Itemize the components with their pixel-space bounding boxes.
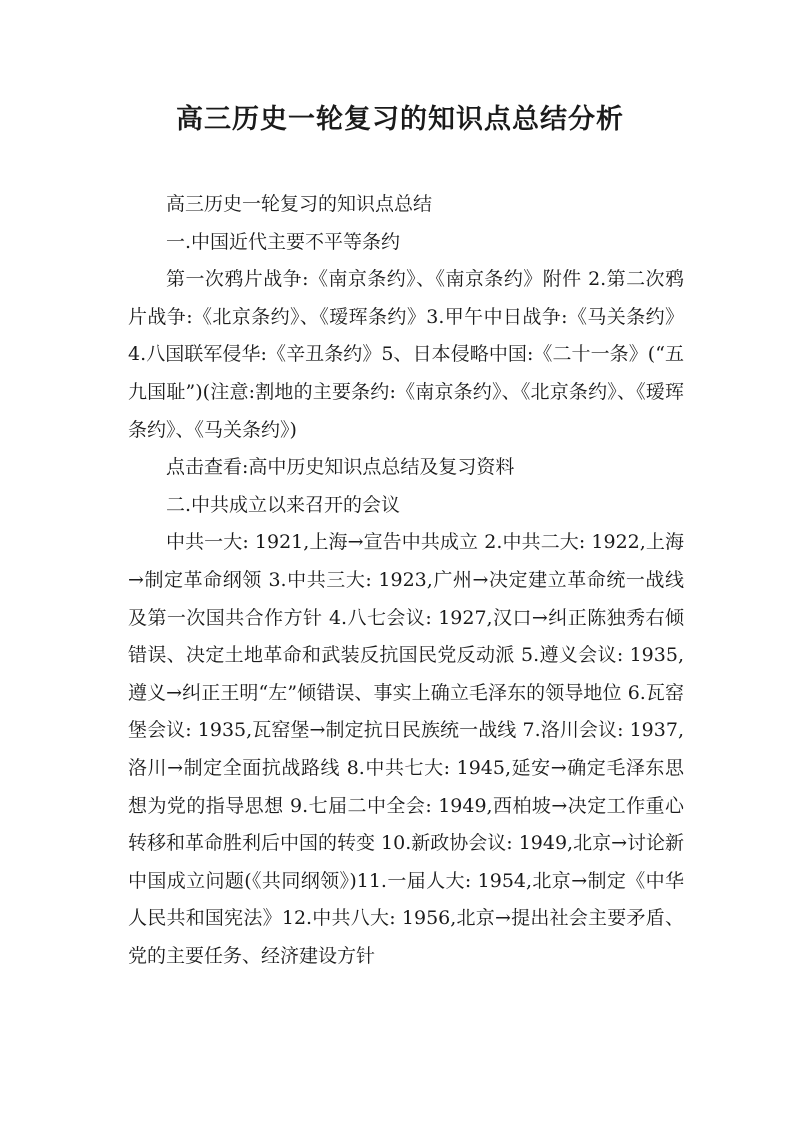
paragraph-link-text: 点击查看:高中历史知识点总结及复习资料 — [166, 456, 515, 479]
paragraph-treaties: 第一次鸦片战争:《南京条约》、《南京条约》附件 2.第二次鸦片战争:《北京条约》、《瑷珲条约》3.甲午中日战争:《马关条约》4.八国联军侵华:《辛丑条约》5、日本侵略中国:《二十一条》(“五九国耻”)(注意:割地的主要条约:《南京条约》、《北京条约》、《瑷珲条约》、《马关条约》) — [128, 268, 684, 441]
document-body — [128, 186, 684, 975]
paragraph-section-1-heading: 一.中国近代主要不平等条约 — [166, 230, 401, 253]
paragraph-section-2-heading: 二.中共成立以来召开的会议 — [166, 493, 401, 516]
paragraph-subtitle: 高三历史一轮复习的知识点总结 — [166, 193, 433, 215]
document-title: 高三历史一轮复习的知识点总结分析 — [176, 104, 624, 135]
paragraph-meetings: 中共一大: 1921,上海→宣告中共成立 2.中共二大: 1922,上海→制定革命纲领 3.中共三大: 1923,广州→决定建立革命统一战线及第一次国共合作方针 4.八七会议: 1927,汉口→纠正陈独秀右倾错误、决定土地革命和武装反抗国民党反动派 5.遵义会议: 1935,遵义→纠正王明“左”倾错误、事实上确立毛泽东的领导地位 6.瓦窑堡会议: 1935,瓦窑堡→制定抗日民族统一战线 7.洛川会议: 1937,洛川→制定全面抗战路线 8.中共七大: 1945,延安→确定毛泽东思想为党的指导思想 9.七届二中全会: 1949,西柏坡→决定工作重心转移和革命胜利后中国的转变 10.新政协会议: 1949,北京→讨论新中国成立问题(《共同纲领》)11.一届人大: 1954,北京→制定《中华人民共和国宪法》12.中共八大: 1956,北京→提出社会主要矛盾、党的主要任务、经济建设方针 — [128, 531, 685, 967]
